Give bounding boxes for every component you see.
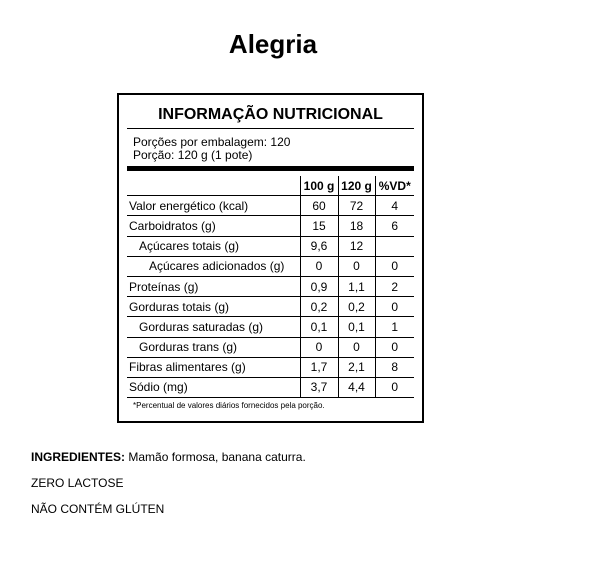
value-120g: 0,2 bbox=[338, 297, 375, 317]
serving-divider bbox=[127, 166, 414, 171]
value-vd bbox=[375, 236, 414, 256]
header-nutrient bbox=[127, 176, 300, 196]
table-row bbox=[127, 377, 414, 397]
header-vd: %VD* bbox=[375, 176, 414, 196]
nutrition-facts-label bbox=[117, 93, 424, 423]
table-row bbox=[127, 297, 414, 317]
value-120g: 72 bbox=[338, 196, 375, 216]
value-vd: 0 bbox=[375, 256, 414, 276]
nutrient-name: Valor energético (kcal) bbox=[127, 196, 300, 216]
table-row bbox=[127, 276, 414, 296]
value-vd: 0 bbox=[375, 297, 414, 317]
value-100g: 0 bbox=[300, 337, 338, 357]
value-120g: 2,1 bbox=[338, 357, 375, 377]
value-120g: 18 bbox=[338, 216, 375, 236]
value-120g: 12 bbox=[338, 236, 375, 256]
value-vd: 2 bbox=[375, 276, 414, 296]
table-row bbox=[127, 256, 414, 276]
table-row bbox=[127, 337, 414, 357]
header-100g: 100 g bbox=[300, 176, 338, 196]
value-100g: 1,7 bbox=[300, 357, 338, 377]
table-row bbox=[127, 317, 414, 337]
table-header-row bbox=[127, 176, 414, 196]
nutrient-name: Proteínas (g) bbox=[127, 276, 300, 296]
value-vd: 4 bbox=[375, 196, 414, 216]
value-100g: 3,7 bbox=[300, 377, 338, 397]
product-title: Alegria bbox=[228, 29, 318, 59]
value-vd: 0 bbox=[375, 377, 414, 397]
value-120g: 0 bbox=[338, 337, 375, 357]
value-100g: 15 bbox=[300, 216, 338, 236]
value-120g: 0,1 bbox=[338, 317, 375, 337]
nutrient-name: Gorduras trans (g) bbox=[127, 337, 300, 357]
nutrient-name: Fibras alimentares (g) bbox=[127, 357, 300, 377]
value-100g: 0,9 bbox=[300, 276, 338, 296]
nutrient-name: Gorduras totais (g) bbox=[127, 297, 300, 317]
nutrition-table bbox=[127, 176, 414, 398]
value-vd: 1 bbox=[375, 317, 414, 337]
nutrient-name: Gorduras saturadas (g) bbox=[127, 317, 300, 337]
nutrient-name: Açúcares totais (g) bbox=[127, 236, 300, 256]
value-100g: 9,6 bbox=[300, 236, 338, 256]
value-vd: 6 bbox=[375, 216, 414, 236]
value-100g: 0,1 bbox=[300, 317, 338, 337]
value-120g: 1,1 bbox=[338, 276, 375, 296]
nutrient-name: Carboidratos (g) bbox=[127, 216, 300, 236]
label-heading: INFORMAÇÃO NUTRICIONAL bbox=[158, 106, 383, 123]
servings-per-package: Porções por embalagem: 120 bbox=[133, 135, 291, 149]
table-row bbox=[127, 236, 414, 256]
value-120g: 4,4 bbox=[338, 377, 375, 397]
value-100g: 0,2 bbox=[300, 297, 338, 317]
ingredients-line bbox=[31, 450, 306, 465]
value-120g: 0 bbox=[338, 256, 375, 276]
value-100g: 0 bbox=[300, 256, 338, 276]
footnote: *Percentual de valores diários fornecidos pela porção. bbox=[133, 401, 325, 410]
value-100g: 60 bbox=[300, 196, 338, 216]
table-row bbox=[127, 196, 414, 216]
gluten-claim: NÃO CONTÉM GLÚTEN bbox=[31, 502, 165, 516]
table-row bbox=[127, 216, 414, 236]
ingredients-label: INGREDIENTES: bbox=[31, 450, 126, 464]
nutrient-name: Sódio (mg) bbox=[127, 377, 300, 397]
value-vd: 8 bbox=[375, 357, 414, 377]
nutrient-name: Açúcares adicionados (g) bbox=[127, 256, 300, 276]
header-120g: 120 g bbox=[338, 176, 375, 196]
ingredients-text: Mamão formosa, banana caturra. bbox=[125, 450, 306, 464]
table-row bbox=[127, 357, 414, 377]
heading-divider bbox=[127, 128, 414, 129]
lactose-claim: ZERO LACTOSE bbox=[31, 476, 124, 490]
serving-size: Porção: 120 g (1 pote) bbox=[133, 148, 253, 162]
value-vd: 0 bbox=[375, 337, 414, 357]
